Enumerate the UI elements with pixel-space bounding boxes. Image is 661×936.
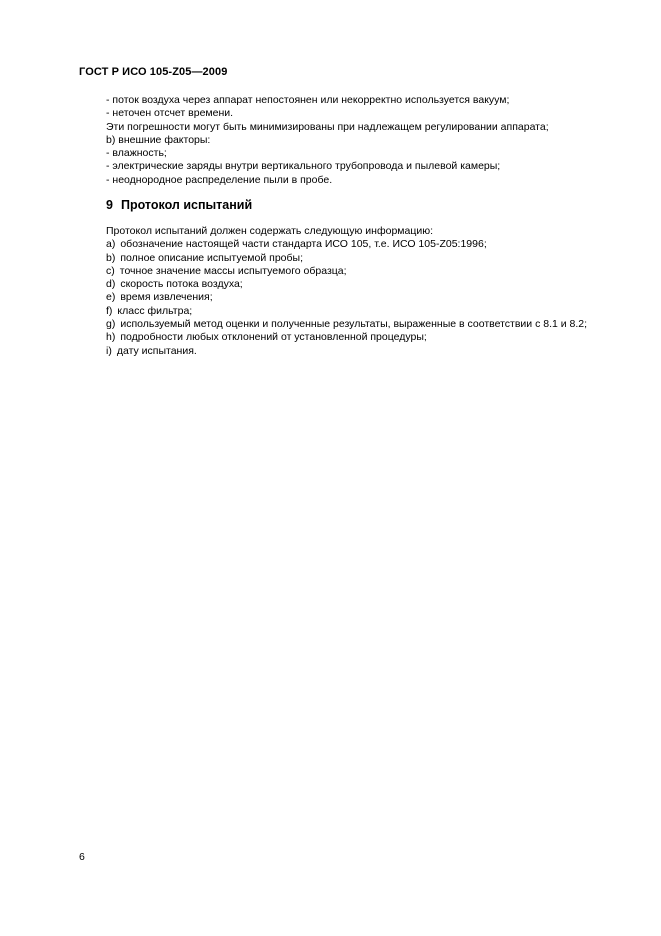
list-item (106, 265, 636, 278)
text-line: b) внешние факторы: (106, 133, 211, 146)
list-item (106, 252, 636, 265)
list-item-text: полное описание испытуемой пробы; (120, 251, 303, 264)
list-item (106, 318, 636, 331)
list-item (106, 305, 636, 318)
list-marker: a) (106, 238, 116, 251)
section-title: Протокол испытаний (120, 198, 253, 212)
list-item (106, 291, 636, 304)
text-line: - электрические заряды внутри вертикального трубопровода и пылевой камеры; (106, 160, 501, 173)
list-item-text: обозначение настоящей части стандарта ИСО 105, т.е. ИСО 105-Z05:1996; (120, 238, 487, 251)
list-item-text: класс фильтра; (117, 304, 193, 317)
list-marker: b) (106, 251, 116, 264)
section-body (106, 225, 636, 358)
list-item (106, 331, 636, 344)
list-marker: h) (106, 331, 116, 344)
text-line: - неточен отсчет времени. (106, 107, 234, 120)
list-item-text: точное значение массы испытуемого образца; (119, 264, 347, 277)
text-line: Эти погрешности могут быть минимизированы при надлежащем регулировании аппарата; (106, 120, 549, 133)
list-marker: f) (106, 304, 113, 317)
list-item-text: подробности любых отклонений от установленной процедуры; (120, 331, 427, 344)
list-item-text: время извлечения; (120, 291, 213, 304)
section-heading (106, 198, 252, 212)
page-number: 6 (79, 851, 85, 863)
list-marker: i) (106, 344, 112, 357)
list-marker: c) (106, 264, 115, 277)
list-marker: d) (106, 278, 116, 291)
list-marker: e) (106, 291, 116, 304)
section-lead: Протокол испытаний должен содержать следующую информацию: (106, 225, 434, 237)
section-number: 9 (106, 198, 113, 212)
list-item (106, 238, 636, 251)
text-line: - неоднородное распределение пыли в пробе. (106, 173, 333, 186)
list-item-text: дату испытания. (116, 344, 197, 357)
list-item-text: скорость потока воздуха; (120, 278, 243, 291)
text-line: - влажность; (106, 147, 167, 160)
list-item (106, 345, 636, 358)
text-line: - поток воздуха через аппарат непостоянен или некорректно используется вакуум; (106, 94, 510, 106)
list-marker: g) (106, 318, 116, 331)
intro-text-block (106, 94, 636, 187)
list-item (106, 278, 636, 291)
document-header: ГОСТ Р ИСО 105-Z05—2009 (79, 66, 228, 78)
list-item-text: используемый метод оценки и полученные результаты, выраженные в соответствии с 8.1 и 8.2; (120, 318, 588, 331)
